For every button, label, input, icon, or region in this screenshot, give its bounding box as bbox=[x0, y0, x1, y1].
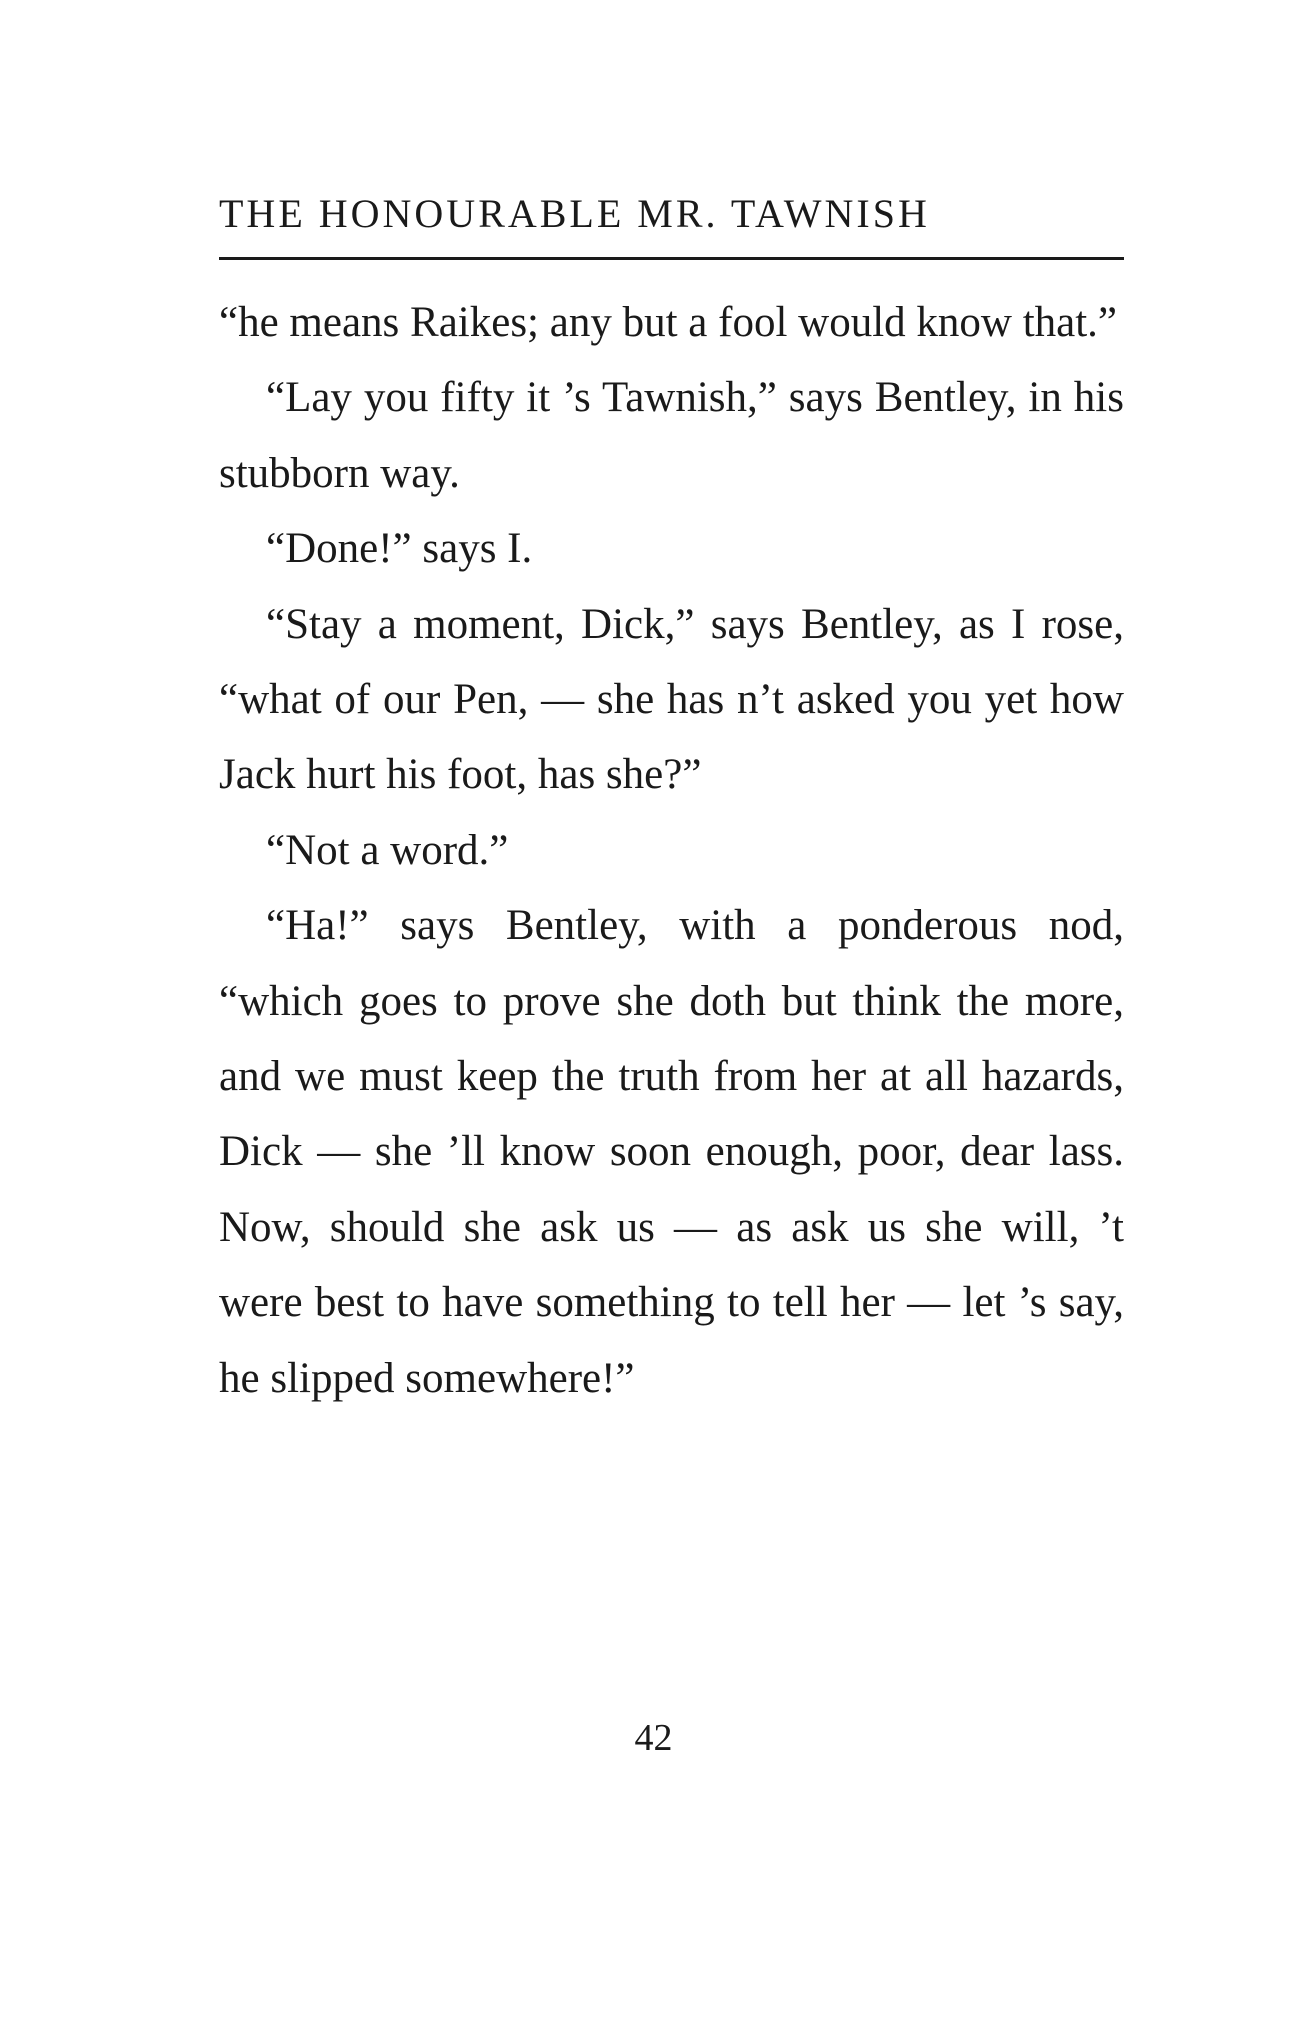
paragraph-6: “Ha!” says Bentley, with a ponderous nod, “which goes to prove she doth but think the more, and we must keep the truth from her at all hazards, Dick — she ’ll know soon enough, poor, dear lass. Now, should she ask us — as ask us she will, ’t were best to have something to tell her — let ’s say, he slipped somewhere!” bbox=[219, 902, 1124, 1402]
paragraph-3: “Done!” says I. bbox=[266, 525, 533, 573]
running-head: THE HONOURABLE MR. TAWNISH bbox=[219, 191, 930, 236]
paragraph-4: “Stay a moment, Dick,” says Bentley, as I rose, “what of our Pen, — she has n’t asked you yet how Jack hurt his foot, has she?” bbox=[219, 600, 1124, 799]
page-number: 42 bbox=[634, 1717, 673, 1759]
paragraph-2: “Lay you fifty it ’s Tawnish,” says Bentley, in his stubborn way. bbox=[219, 374, 1124, 497]
paragraph-1: “he means Raikes; any but a fool would know that.” bbox=[219, 299, 1118, 346]
paragraph-5: “Not a word.” bbox=[266, 826, 509, 874]
body-text bbox=[219, 285, 1124, 1416]
header-rule bbox=[219, 257, 1124, 260]
